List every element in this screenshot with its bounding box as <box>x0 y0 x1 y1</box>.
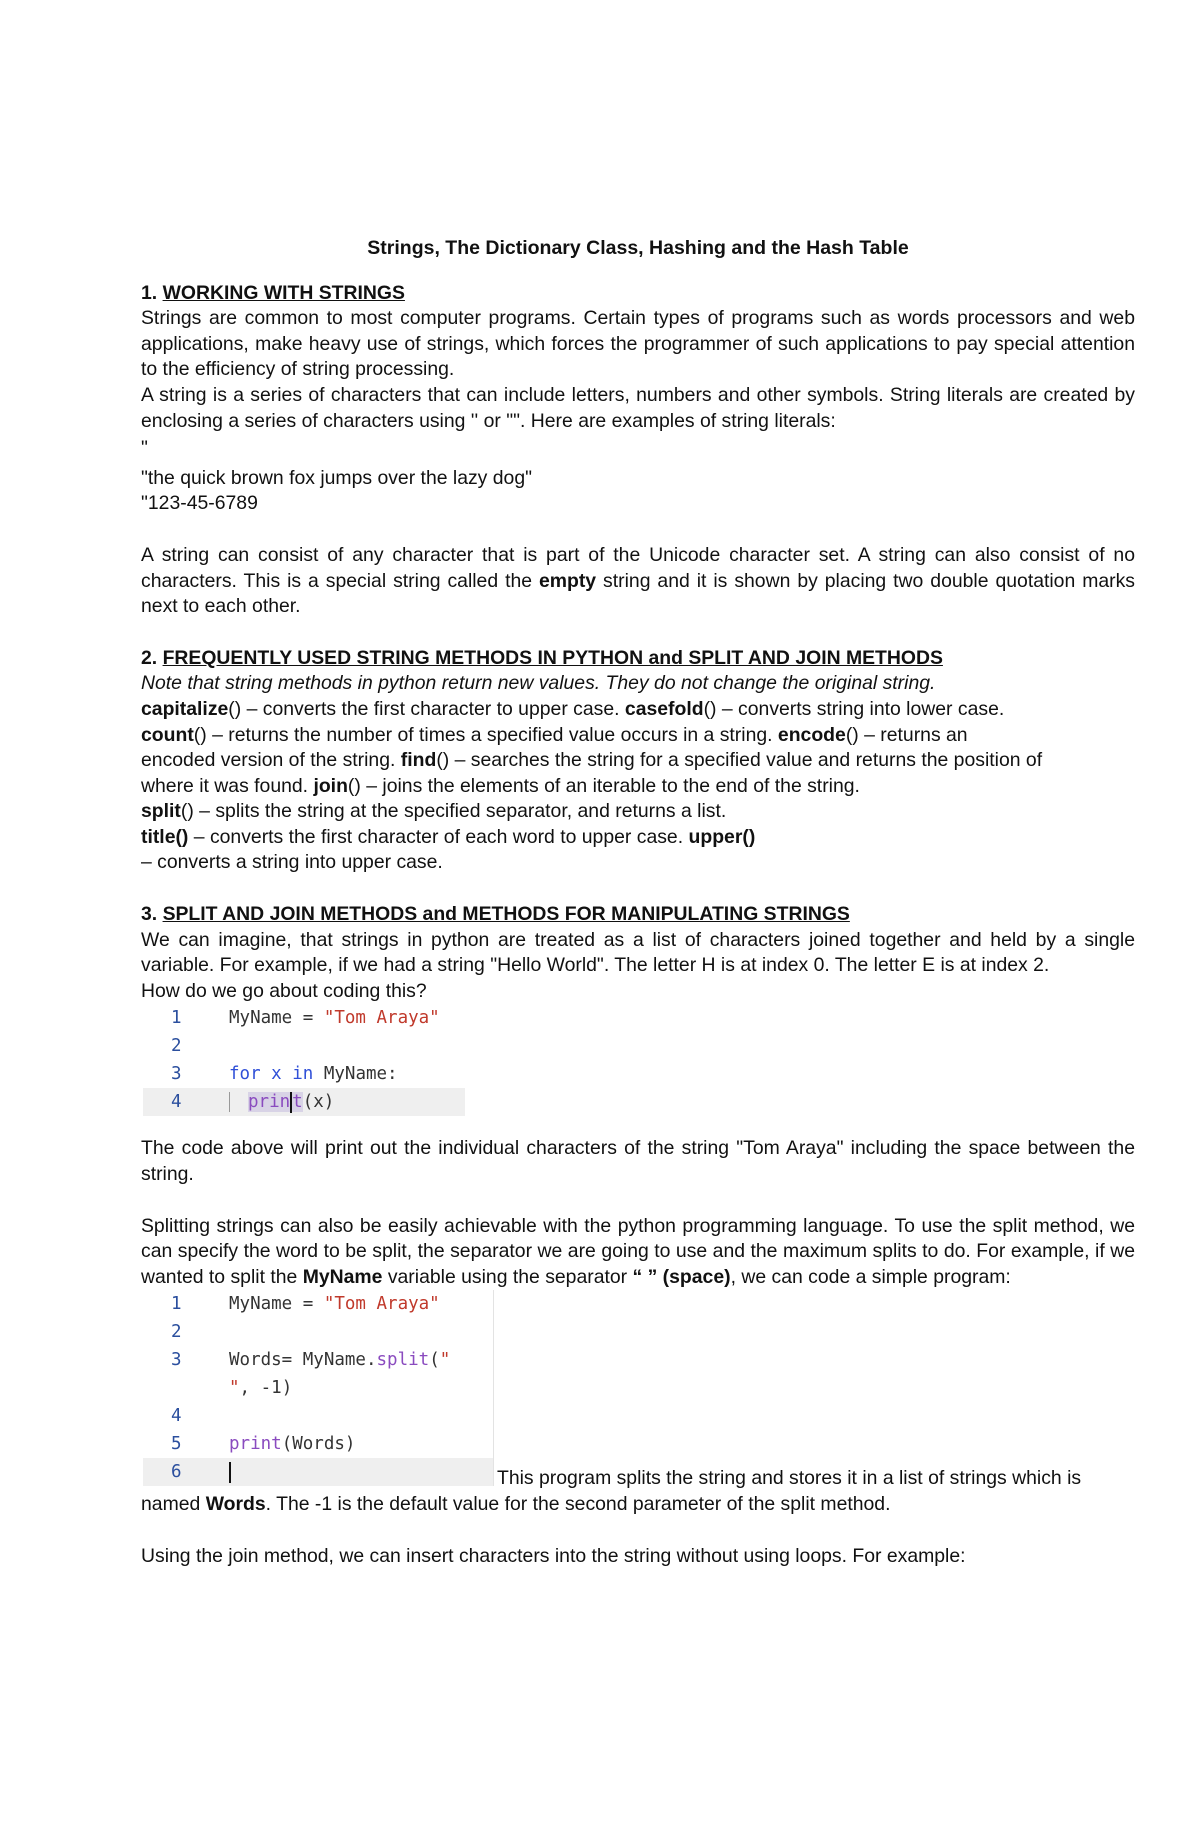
line-number: 5 <box>171 1434 182 1455</box>
code-keyword: in <box>292 1064 314 1085</box>
desc-find: () – searches the string for a specified value and returns the position of where it was found. <box>141 749 1043 797</box>
method-capitalize: capitalize <box>141 697 229 720</box>
document-title: Strings, The Dictionary Class, Hashing and the Hash Table <box>367 237 909 259</box>
method-join: join <box>313 774 348 797</box>
document-page <box>141 236 1135 1569</box>
code-token: (x) <box>302 1092 335 1113</box>
method-count: count <box>141 723 194 746</box>
s2-split-line <box>141 799 1046 825</box>
line-number: 3 <box>171 1350 182 1371</box>
code2-line-5 <box>143 1430 493 1458</box>
code-string: " <box>439 1350 451 1371</box>
section-1-number: 1. <box>141 281 158 304</box>
code-function: print <box>229 1434 282 1455</box>
code-token: MyName = <box>229 1294 324 1315</box>
text-cursor <box>229 1462 231 1483</box>
s3-p5-text-a: This program splits the string and stores it in a list of strings which is named <box>141 1467 1082 1515</box>
code2-line-3-src <box>229 1346 450 1374</box>
line-number: 6 <box>171 1462 182 1483</box>
code2-line-4 <box>143 1402 493 1430</box>
indent-guide <box>229 1092 230 1112</box>
code1-line-3 <box>143 1060 465 1088</box>
s1-example-1: "the quick brown fox jumps over the lazy dog" <box>141 466 533 489</box>
code2-line-6-src <box>229 1458 231 1486</box>
section-2-heading <box>141 646 1135 672</box>
desc-encode: () – returns an encoded version of the string. <box>141 723 968 772</box>
code2-line-1 <box>143 1290 493 1318</box>
line-number: 1 <box>171 1294 182 1315</box>
code-token: , -1) <box>239 1378 293 1399</box>
desc-count: () – returns the number of times a specified value occurs in a string. <box>193 723 778 746</box>
s3-p4-text-e: , we can code a simple program: <box>730 1265 1011 1288</box>
s3-paragraph-6: Using the join method, we can insert characters into the string without using loops. For example: <box>141 1544 966 1567</box>
section-3-number: 3. <box>141 903 158 926</box>
code1-line-2 <box>143 1032 465 1060</box>
s1-paragraph-1: Strings are common to most computer programs. Certain types of programs such as words processors and web applications, make heavy use of strings, which forces the programmer of such applications to pay special attention to the efficiency of string processing. <box>141 307 1135 381</box>
code1-line-1 <box>143 1004 465 1032</box>
s2-methods-paragraph <box>141 697 1046 799</box>
code-string: "Tom Araya" <box>323 1008 440 1029</box>
section-3-title: SPLIT AND JOIN METHODS and METHODS FOR MANIPULATING STRINGS <box>162 903 850 926</box>
code-string: "Tom Araya" <box>323 1294 440 1315</box>
code-token: ( <box>429 1350 440 1371</box>
code-token: MyName = <box>229 1008 324 1029</box>
s3-p5-words-bold: Words <box>205 1493 266 1515</box>
s2-upper-desc: – converts a string into upper case. <box>141 851 443 874</box>
section-1-heading <box>141 281 1135 307</box>
code2-line-3 <box>143 1346 493 1374</box>
code2-line-5-src <box>229 1430 355 1458</box>
s1-example-2: "123-45-6789 <box>141 492 258 515</box>
line-number: 3 <box>171 1064 182 1085</box>
s3-p4-text-a: Splitting strings can also be easily achievable with the python programming language. To use the split method, we can specify the word to be split, the separator we are going to use and the maximum splits to do. For example, if we wanted to split the <box>141 1214 1135 1288</box>
code1-line-4 <box>143 1088 465 1116</box>
code-variable: x <box>260 1064 293 1085</box>
s3-p5-text-c: . The -1 is the default value for the second parameter of the split method. <box>265 1493 891 1515</box>
s3-p4-space-bold: “ ” (space) <box>632 1265 731 1288</box>
line-number: 1 <box>171 1008 182 1029</box>
method-title: title() <box>141 825 189 848</box>
section-3-heading <box>141 902 1135 928</box>
code-string: " <box>229 1378 240 1399</box>
desc-casefold: () – converts string into lower case. <box>703 697 1005 720</box>
desc-join: () – joins the elements of an iterable to the end of the string. <box>347 774 860 797</box>
s1-p3-text-a: A string can consist of any character that is part of the Unicode character set. A string can also consist of no characters. This is a special string called the <box>141 543 1135 592</box>
section-1-title: WORKING WITH STRINGS <box>162 281 405 304</box>
code1-line-3-src <box>229 1060 398 1088</box>
method-casefold: casefold <box>624 697 704 720</box>
s3-p4-text-c: variable using the separator <box>382 1265 633 1288</box>
s1-p3-empty-bold: empty <box>538 569 597 592</box>
method-encode: encode <box>777 723 846 746</box>
line-number: 2 <box>171 1036 182 1057</box>
code2-line-3-wrap <box>143 1374 493 1402</box>
s3-paragraph-2: How do we go about coding this? <box>141 979 427 1002</box>
desc-capitalize: () – converts the first character to upper case. <box>228 697 625 720</box>
line-number: 2 <box>171 1322 182 1343</box>
s3-p4-myname-bold: MyName <box>302 1265 383 1288</box>
code2-line-3-wrap-src <box>229 1374 292 1402</box>
section-2-number: 2. <box>141 646 158 669</box>
code-block-1 <box>143 1004 465 1116</box>
code-token: (Words) <box>281 1434 356 1455</box>
s1-example-0: " <box>141 437 148 460</box>
line-number: 4 <box>171 1092 182 1113</box>
s3-paragraph-3: The code above will print out the individual characters of the string "Tom Araya" including the space between the string. <box>141 1137 1135 1186</box>
desc-title: – converts the first character of each word to upper case. <box>188 825 689 848</box>
s1-paragraph-3 <box>141 543 1135 620</box>
code-function: prin <box>248 1092 291 1113</box>
code2-line-1-src <box>229 1290 440 1318</box>
s2-note: Note that string methods in python return new values. They do not change the original string. <box>141 672 936 695</box>
s3-paragraph-4 <box>141 1214 1135 1291</box>
method-upper: upper() <box>688 825 756 848</box>
code-function: t <box>292 1092 303 1113</box>
line-number: 4 <box>171 1406 182 1427</box>
code-function: split <box>376 1350 430 1371</box>
code2-line-2 <box>143 1318 493 1346</box>
method-find: find <box>400 749 437 772</box>
method-split: split <box>141 800 181 823</box>
code-token: MyName: <box>313 1064 398 1085</box>
code-token: Words= MyName. <box>229 1350 377 1371</box>
code1-line-1-src <box>229 1004 440 1032</box>
s3-paragraph-1: We can imagine, that strings in python are treated as a list of characters joined together and held by a single variable. For example, if we had a string "Hello World". The letter H is at index 0. The letter E is at index 2. <box>141 928 1135 977</box>
s2-title-line <box>141 825 841 851</box>
code1-line-4-src <box>229 1088 334 1116</box>
section-2-title: FREQUENTLY USED STRING METHODS IN PYTHON and SPLIT AND JOIN METHODS <box>162 646 943 669</box>
s1-paragraph-2: A string is a series of characters that can include letters, numbers and other symbols. String literals are created by enclosing a series of characters using '' or "". Here are examples of string literals: <box>141 383 1135 432</box>
s1-p3-text-c: string and it is shown by placing two double quotation marks next to each other. <box>141 569 1135 618</box>
code-keyword: for <box>229 1064 261 1085</box>
desc-split: () – splits the string at the specified separator, and returns a list. <box>180 800 727 823</box>
code2-line-6 <box>143 1458 493 1486</box>
code-block-2 <box>143 1290 494 1486</box>
